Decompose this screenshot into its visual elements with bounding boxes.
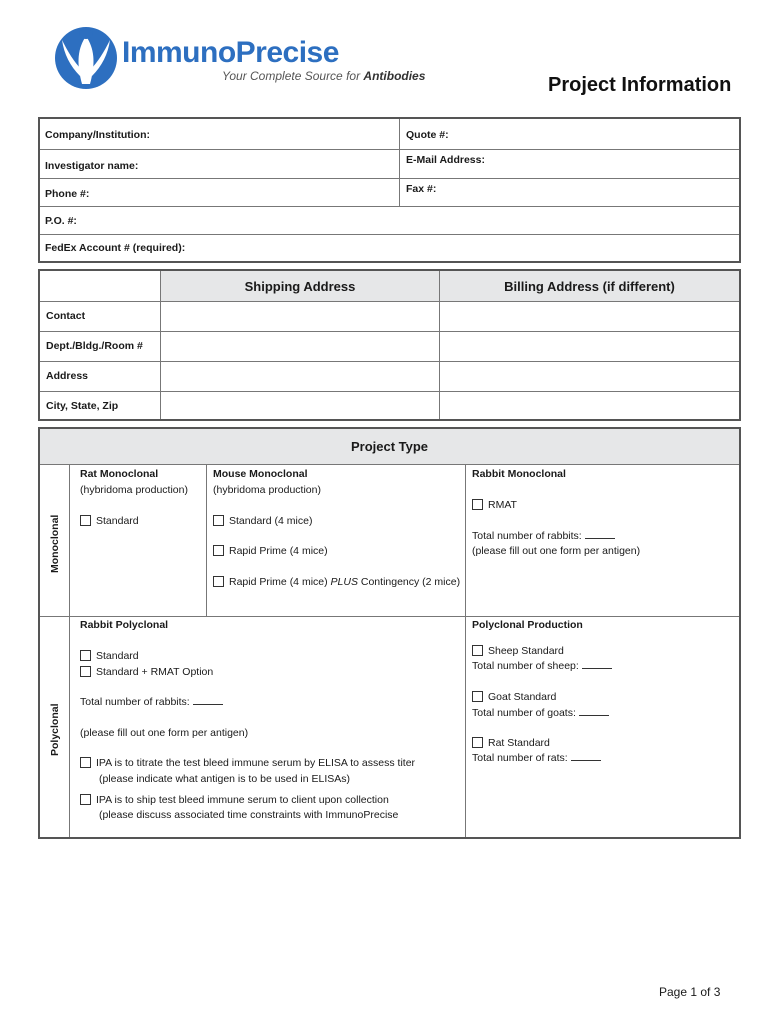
company-label: Company/Institution: bbox=[45, 129, 150, 141]
rapid-plus-part-b: PLUS bbox=[330, 576, 358, 588]
row-divider bbox=[399, 150, 400, 178]
rabbits-total-label: Total number of rabbits: bbox=[472, 530, 582, 542]
rabbits-total-blank[interactable] bbox=[585, 530, 615, 539]
rat-checkbox[interactable] bbox=[472, 737, 483, 748]
rat-mono-standard-label: Standard bbox=[96, 515, 139, 527]
phone-label: Phone #: bbox=[45, 188, 90, 200]
ipa-titrate-checkbox[interactable] bbox=[80, 757, 91, 768]
info-row-investigator bbox=[40, 150, 739, 179]
column-divider bbox=[160, 271, 161, 419]
city-state-zip-label: City, State, Zip bbox=[46, 400, 119, 412]
sheep-checkbox[interactable] bbox=[472, 645, 483, 656]
row-divider bbox=[40, 331, 739, 332]
sheep-label: Sheep Standard bbox=[488, 645, 564, 657]
goat-checkbox[interactable] bbox=[472, 691, 483, 702]
fax-label: Fax #: bbox=[406, 183, 437, 195]
billing-header: Billing Address (if different) bbox=[504, 279, 675, 294]
row-divider bbox=[399, 179, 400, 206]
rmat-label: RMAT bbox=[488, 499, 517, 511]
page-title: Project Information bbox=[548, 74, 732, 96]
row-divider bbox=[40, 391, 739, 392]
rat-total-field[interactable] bbox=[472, 752, 601, 764]
poly-note: (please fill out one form per antigen) bbox=[80, 727, 249, 739]
rat-mono-title: Rat Monoclonal bbox=[80, 468, 159, 480]
sheep-total-label: Total number of sheep: bbox=[472, 660, 579, 672]
investigator-label: Investigator name: bbox=[45, 160, 139, 172]
poly-rabbits-total-blank[interactable] bbox=[193, 696, 223, 705]
rapid-plus-part-a: Rapid Prime (4 mice) bbox=[229, 576, 331, 588]
mouse-standard-checkbox[interactable] bbox=[213, 515, 224, 526]
column-divider bbox=[439, 271, 440, 419]
column-divider bbox=[465, 465, 466, 837]
ipa-titrate-label: IPA is to titrate the test bleed immune serum by ELISA to assess titer bbox=[96, 757, 416, 769]
polyclonal-side-cell bbox=[40, 616, 70, 837]
tagline-bold: Antibodies bbox=[363, 69, 426, 83]
mouse-rapid-plus-label bbox=[229, 576, 460, 588]
sheep-total-field[interactable] bbox=[472, 660, 612, 672]
ipa-ship-checkbox[interactable] bbox=[80, 794, 91, 805]
mouse-rapid-plus-checkbox[interactable] bbox=[213, 576, 224, 587]
poly-standard-rmat-label: Standard + RMAT Option bbox=[96, 666, 214, 678]
section-divider bbox=[40, 616, 739, 617]
poly-standard-checkbox[interactable] bbox=[80, 650, 91, 661]
rabbit-mono-title: Rabbit Monoclonal bbox=[472, 468, 566, 480]
poly-rabbits-total-field[interactable] bbox=[80, 696, 223, 708]
info-row-fedex bbox=[40, 235, 739, 261]
row-divider bbox=[40, 301, 739, 302]
mouse-rapid-label: Rapid Prime (4 mice) bbox=[229, 545, 328, 557]
column-divider bbox=[206, 465, 207, 616]
poly-standard-label: Standard bbox=[96, 650, 139, 662]
address-label: Address bbox=[46, 370, 89, 382]
rabbits-total-field[interactable] bbox=[472, 530, 615, 542]
project-info-table bbox=[38, 117, 741, 263]
ipa-titrate-note: (please indicate what antigen is to be used in ELISAs) bbox=[99, 773, 350, 785]
po-label: P.O. #: bbox=[45, 215, 77, 227]
rat-mono-standard-checkbox[interactable] bbox=[80, 515, 91, 526]
monoclonal-label: Monoclonal bbox=[49, 514, 61, 573]
info-row-po bbox=[40, 207, 739, 235]
mouse-mono-sub: (hybridoma production) bbox=[213, 484, 321, 496]
dept-label: Dept./Bldg./Room # bbox=[46, 340, 143, 352]
goat-total-label: Total number of goats: bbox=[472, 707, 576, 719]
goat-label: Goat Standard bbox=[488, 691, 557, 703]
quote-label: Quote #: bbox=[406, 129, 449, 141]
sheep-total-blank[interactable] bbox=[582, 660, 612, 669]
rmat-checkbox[interactable] bbox=[472, 499, 483, 510]
info-row-phone bbox=[40, 179, 739, 207]
mouse-standard-label: Standard (4 mice) bbox=[229, 515, 313, 527]
rat-label: Rat Standard bbox=[488, 737, 550, 749]
logo-name: ImmunoPrecise bbox=[122, 36, 339, 69]
row-divider bbox=[399, 119, 400, 149]
email-label: E-Mail Address: bbox=[406, 154, 485, 166]
rabbits-note: (please fill out one form per antigen) bbox=[472, 545, 641, 557]
monoclonal-side-cell bbox=[40, 465, 70, 616]
rabbit-poly-title: Rabbit Polyclonal bbox=[80, 619, 169, 631]
tagline-prefix: Your Complete Source for bbox=[222, 69, 364, 83]
ipa-ship-note: (please discuss associated time constraints with ImmunoPrecise bbox=[99, 809, 399, 821]
project-type-header bbox=[40, 429, 739, 465]
rat-total-blank[interactable] bbox=[571, 752, 601, 761]
rat-total-label: Total number of rats: bbox=[472, 752, 568, 764]
page-number: Page 1 of 3 bbox=[659, 985, 721, 999]
row-divider bbox=[40, 361, 739, 362]
mouse-rapid-checkbox[interactable] bbox=[213, 545, 224, 556]
ipa-ship-label: IPA is to ship test bleed immune serum to client upon collection bbox=[96, 794, 389, 806]
polyclonal-label: Polyclonal bbox=[49, 703, 61, 756]
contact-label: Contact bbox=[46, 310, 86, 322]
poly-rabbits-total-label: Total number of rabbits: bbox=[80, 696, 190, 708]
goat-total-field[interactable] bbox=[472, 707, 609, 719]
address-table bbox=[38, 269, 741, 421]
project-type-table bbox=[38, 427, 741, 839]
shipping-header: Shipping Address bbox=[244, 279, 356, 294]
mouse-mono-title: Mouse Monoclonal bbox=[213, 468, 308, 480]
poly-standard-rmat-checkbox[interactable] bbox=[80, 666, 91, 677]
rat-mono-sub: (hybridoma production) bbox=[80, 484, 188, 496]
logo-icon bbox=[52, 22, 120, 92]
info-row-company bbox=[40, 119, 739, 150]
poly-prod-title: Polyclonal Production bbox=[472, 619, 583, 631]
fedex-label: FedEx Account # (required): bbox=[45, 242, 186, 254]
rapid-plus-part-c: Contingency (2 mice) bbox=[357, 576, 461, 588]
project-type-title: Project Type bbox=[350, 439, 429, 454]
logo-tagline bbox=[222, 69, 425, 83]
goat-total-blank[interactable] bbox=[579, 707, 609, 716]
